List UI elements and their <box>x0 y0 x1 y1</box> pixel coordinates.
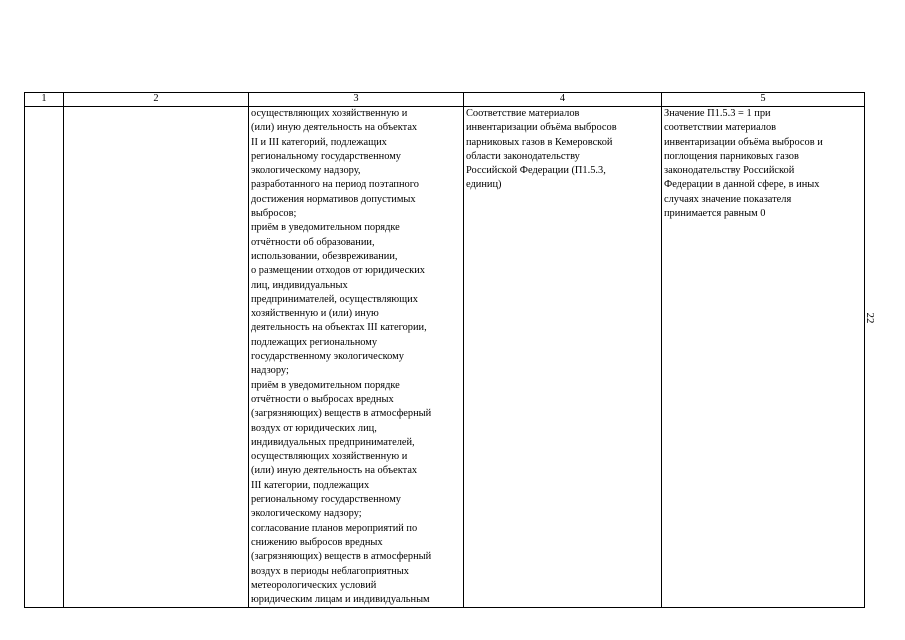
cell-name <box>64 107 249 608</box>
cell-activities: осуществляющих хозяйственную и (или) иную деятельность на объектах II и III категорий, подлежащих региональному государственному экологическому надзору, разработанного на период поэтапного достижения нормативов допустимых выбросов; приём в уведомительном порядке отчётности об образовании, использовании, обезвреживании, о размещении отходов от юридических лиц, индивидуальных предпринимателей, осуществляющих хозяйственную и (или) иную деятельность на объектах III категории, подлежащих региональному государственному экологическому надзору; приём в уведомительном порядке отчётности о выбросах вредных (загрязняющих) веществ в атмосферный воздух от юридических лиц, индивидуальных предпринимателей, осуществляющих хозяйственную и (или) иную деятельность на объектах III категории, подлежащих региональному государственному экологическому надзору; согласование планов мероприятий по снижению выбросов вредных (загрязняющих) веществ в атмосферный воздух в периоды неблагоприятных метеорологических условий юридическим лицам и индивидуальным <box>249 107 464 608</box>
cell-indicator-value: Значение П1.5.3 = 1 при соответствии материалов инвентаризации объёма выбросов и поглощения парниковых газов законодательству Российской Федерации в данной сфере, в иных случаях значение показателя принимается равным 0 <box>662 107 865 608</box>
table-row <box>25 107 865 608</box>
column-header-2: 2 <box>64 93 249 107</box>
column-header-5: 5 <box>662 93 865 107</box>
cell-indicator: Соответствие материалов инвентаризации объёма выбросов парниковых газов в Кемеровской области законодательству Российской Федерации (П1.5.3, единиц) <box>464 107 662 608</box>
document-table <box>24 92 865 608</box>
column-header-4: 4 <box>464 93 662 107</box>
column-header-1: 1 <box>25 93 64 107</box>
cell-number <box>25 107 64 608</box>
page-number: 22 <box>864 312 876 324</box>
column-header-3: 3 <box>249 93 464 107</box>
table-header-row <box>25 93 865 107</box>
